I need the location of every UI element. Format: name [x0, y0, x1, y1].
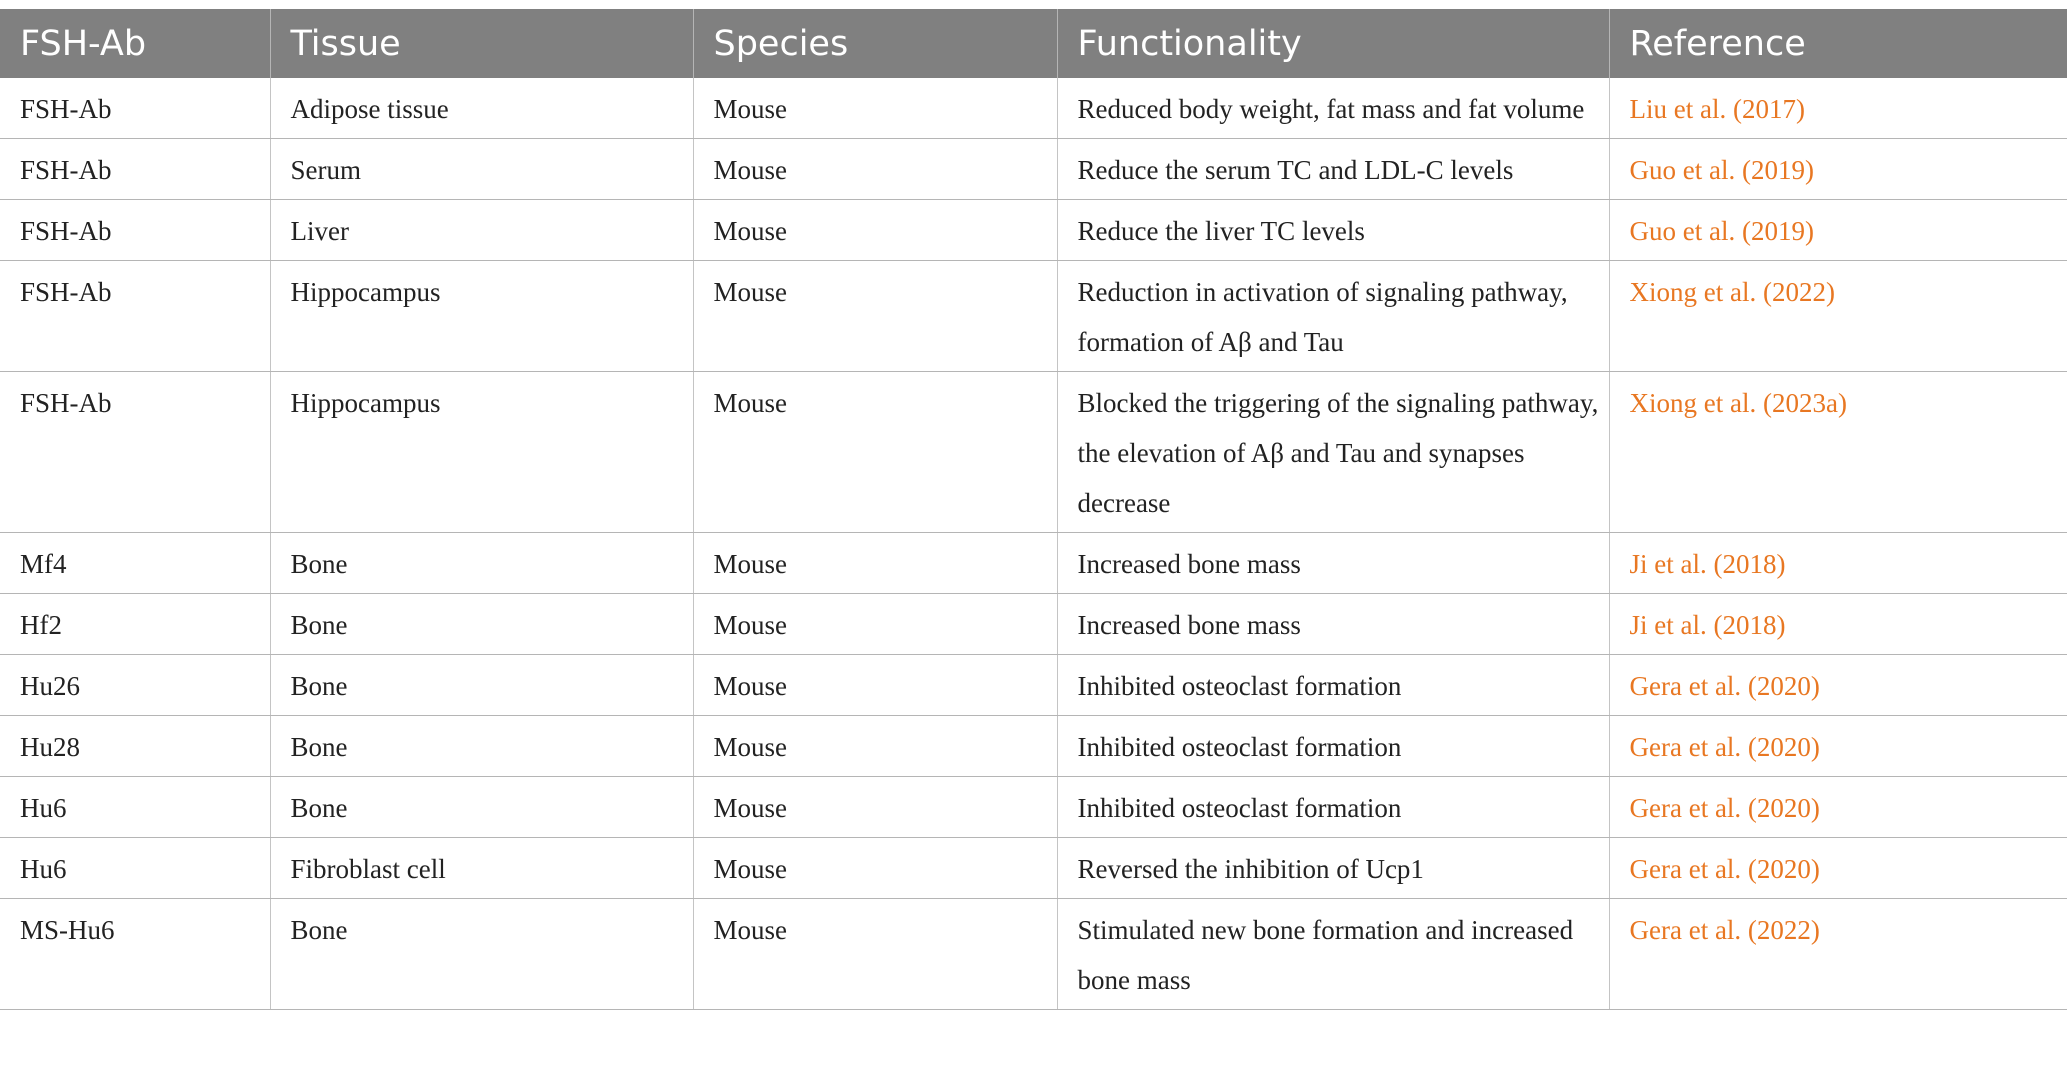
table-row — [0, 777, 2067, 838]
cell-antibody: FSH-Ab — [0, 261, 270, 372]
cell-species: Mouse — [693, 594, 1057, 655]
cell-reference-link[interactable]: Ji et al. (2018) — [1609, 594, 2067, 655]
cell-reference-link[interactable]: Ji et al. (2018) — [1609, 533, 2067, 594]
cell-tissue: Bone — [270, 594, 693, 655]
cell-reference-link[interactable]: Gera et al. (2020) — [1609, 716, 2067, 777]
cell-antibody: FSH-Ab — [0, 372, 270, 533]
cell-reference-link[interactable]: Gera et al. (2022) — [1609, 899, 2067, 1010]
table-row — [0, 139, 2067, 200]
cell-reference-link[interactable]: Liu et al. (2017) — [1609, 78, 2067, 139]
cell-functionality: Reversed the inhibition of Ucp1 — [1057, 838, 1609, 899]
cell-antibody: FSH-Ab — [0, 78, 270, 139]
table-row — [0, 716, 2067, 777]
cell-reference-link[interactable]: Gera et al. (2020) — [1609, 838, 2067, 899]
cell-reference-link[interactable]: Gera et al. (2020) — [1609, 655, 2067, 716]
cell-species: Mouse — [693, 78, 1057, 139]
table-row — [0, 261, 2067, 372]
cell-antibody: Hf2 — [0, 594, 270, 655]
header-tissue: Tissue — [270, 9, 693, 78]
antibody-table — [0, 9, 2067, 1010]
cell-antibody: Mf4 — [0, 533, 270, 594]
cell-species: Mouse — [693, 838, 1057, 899]
cell-antibody: Hu28 — [0, 716, 270, 777]
cell-tissue: Adipose tissue — [270, 78, 693, 139]
cell-functionality: Reduced body weight, fat mass and fat volume — [1057, 78, 1609, 139]
cell-reference-link[interactable]: Xiong et al. (2022) — [1609, 261, 2067, 372]
cell-tissue: Serum — [270, 139, 693, 200]
cell-functionality: Increased bone mass — [1057, 594, 1609, 655]
cell-species: Mouse — [693, 261, 1057, 372]
table-row — [0, 78, 2067, 139]
cell-antibody: Hu6 — [0, 838, 270, 899]
cell-species: Mouse — [693, 777, 1057, 838]
antibody-table-container — [0, 9, 2067, 1010]
cell-tissue: Bone — [270, 777, 693, 838]
cell-antibody: MS-Hu6 — [0, 899, 270, 1010]
cell-reference-link[interactable]: Guo et al. (2019) — [1609, 139, 2067, 200]
cell-reference-link[interactable]: Guo et al. (2019) — [1609, 200, 2067, 261]
cell-functionality: Reduction in activation of signaling pathway, formation of Aβ and Tau — [1057, 261, 1609, 372]
table-row — [0, 838, 2067, 899]
cell-functionality: Increased bone mass — [1057, 533, 1609, 594]
table-row — [0, 372, 2067, 533]
table-row — [0, 899, 2067, 1010]
cell-species: Mouse — [693, 200, 1057, 261]
cell-species: Mouse — [693, 655, 1057, 716]
header-antibody: FSH-Ab — [0, 9, 270, 78]
cell-species: Mouse — [693, 139, 1057, 200]
table-row — [0, 533, 2067, 594]
cell-antibody: Hu6 — [0, 777, 270, 838]
table-body — [0, 78, 2067, 1010]
cell-tissue: Hippocampus — [270, 372, 693, 533]
cell-species: Mouse — [693, 716, 1057, 777]
header-reference: Reference — [1609, 9, 2067, 78]
cell-reference-link[interactable]: Xiong et al. (2023a) — [1609, 372, 2067, 533]
cell-species: Mouse — [693, 372, 1057, 533]
cell-functionality: Reduce the liver TC levels — [1057, 200, 1609, 261]
cell-tissue: Bone — [270, 716, 693, 777]
table-row — [0, 200, 2067, 261]
cell-functionality: Inhibited osteoclast formation — [1057, 716, 1609, 777]
header-species: Species — [693, 9, 1057, 78]
cell-functionality: Blocked the triggering of the signaling pathway, the elevation of Aβ and Tau and synapses decrease — [1057, 372, 1609, 533]
table-row — [0, 594, 2067, 655]
cell-functionality: Reduce the serum TC and LDL-C levels — [1057, 139, 1609, 200]
cell-tissue: Hippocampus — [270, 261, 693, 372]
cell-tissue: Liver — [270, 200, 693, 261]
table-row — [0, 655, 2067, 716]
cell-tissue: Fibroblast cell — [270, 838, 693, 899]
cell-tissue: Bone — [270, 533, 693, 594]
cell-antibody: FSH-Ab — [0, 139, 270, 200]
cell-antibody: Hu26 — [0, 655, 270, 716]
header-functionality: Functionality — [1057, 9, 1609, 78]
cell-functionality: Inhibited osteoclast formation — [1057, 777, 1609, 838]
cell-reference-link[interactable]: Gera et al. (2020) — [1609, 777, 2067, 838]
cell-functionality: Stimulated new bone formation and increased bone mass — [1057, 899, 1609, 1010]
cell-species: Mouse — [693, 533, 1057, 594]
cell-functionality: Inhibited osteoclast formation — [1057, 655, 1609, 716]
cell-species: Mouse — [693, 899, 1057, 1010]
cell-tissue: Bone — [270, 899, 693, 1010]
table-header-row — [0, 9, 2067, 78]
cell-antibody: FSH-Ab — [0, 200, 270, 261]
cell-tissue: Bone — [270, 655, 693, 716]
